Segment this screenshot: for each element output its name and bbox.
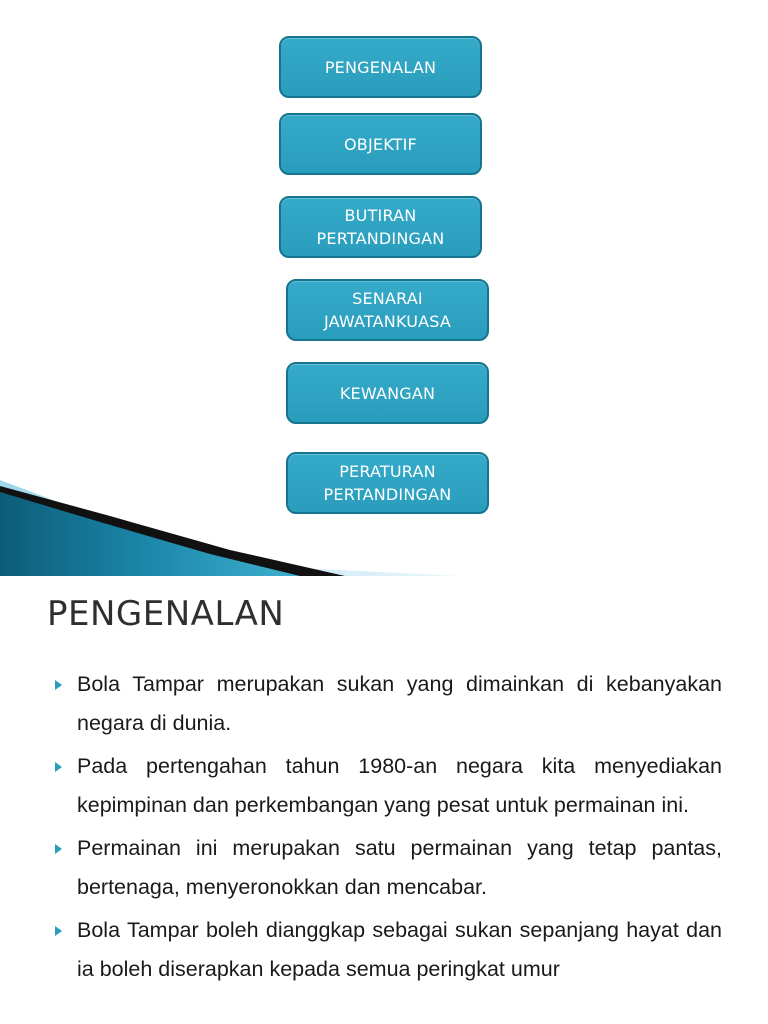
menu-button-label: KEWANGAN — [339, 383, 436, 403]
triangle-bullet-icon — [55, 680, 62, 690]
bullet-text: Bola Tampar merupakan sukan yang dimainkan di kebanyakan negara di dunia. — [77, 672, 722, 735]
menu-button-butiran-pertandingan[interactable] — [279, 196, 482, 258]
list-item — [47, 911, 722, 989]
menu-button-label: PERATURAN PERTANDINGAN — [323, 462, 452, 504]
list-item — [47, 665, 722, 743]
menu-button-label: SENARAI JAWATANKUASA — [323, 289, 452, 331]
swoosh-decoration — [0, 470, 460, 576]
bullet-text: Permainan ini merupakan satu permainan yang tetap pantas, bertenaga, menyeronokkan dan mencabar. — [77, 836, 722, 899]
triangle-bullet-icon — [55, 762, 62, 772]
menu-button-objektif[interactable] — [279, 113, 482, 175]
menu-button-label: BUTIRAN PERTANDINGAN — [316, 206, 445, 248]
bullet-list — [47, 665, 722, 993]
bullet-text: Bola Tampar boleh dianggkap sebagai sukan sepanjang hayat dan ia boleh diserapkan kepada semua peringkat umur — [77, 918, 722, 981]
list-item — [47, 747, 722, 825]
page-title: PENGENALAN — [47, 594, 285, 634]
bullet-text: Pada pertengahan tahun 1980-an negara kita menyediakan kepimpinan dan perkembangan yang pesat untuk permainan ini. — [77, 754, 722, 817]
menu-button-label: PENGENALAN — [324, 57, 437, 77]
list-item — [47, 829, 722, 907]
menu-button-senarai-jawatankuasa[interactable] — [286, 279, 489, 341]
triangle-bullet-icon — [55, 926, 62, 936]
menu-button-kewangan[interactable] — [286, 362, 489, 424]
menu-button-label: OBJEKTIF — [344, 134, 417, 154]
menu-button-pengenalan[interactable] — [279, 36, 482, 98]
triangle-bullet-icon — [55, 844, 62, 854]
